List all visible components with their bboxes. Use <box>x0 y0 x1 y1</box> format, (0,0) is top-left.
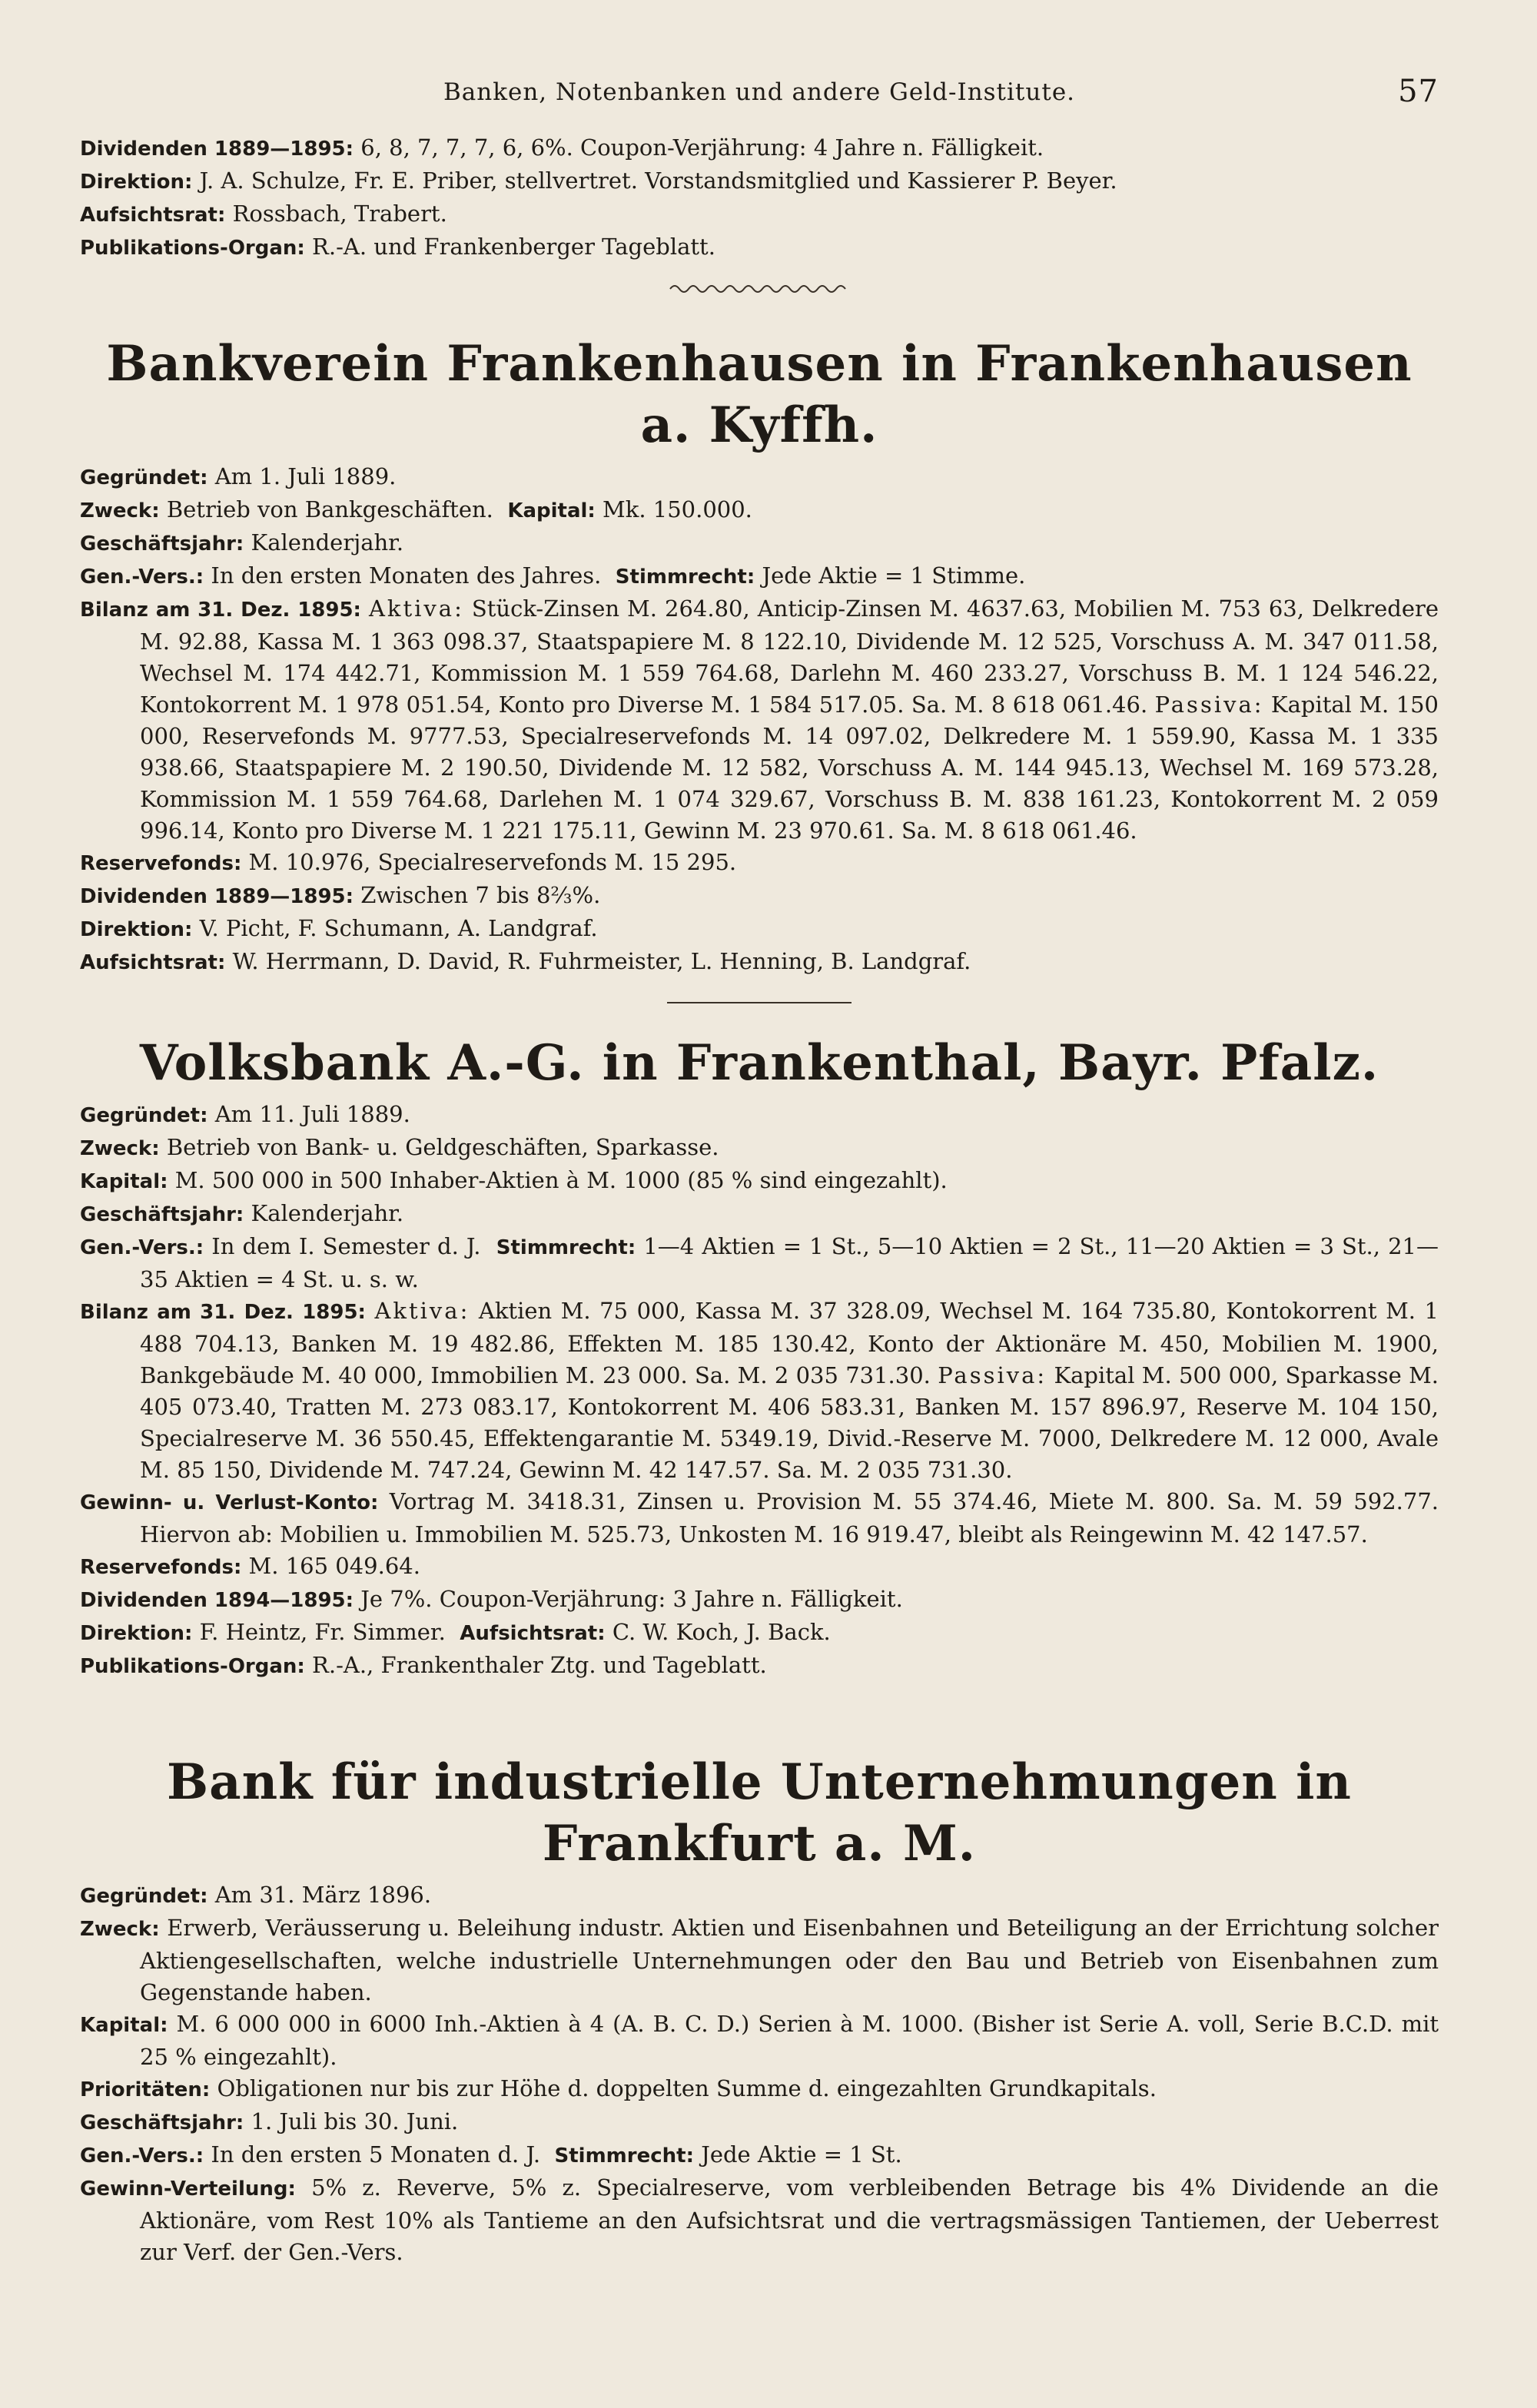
dividends-line: Dividenden 1889—1895: Zwischen 7 bis 8⅔%. <box>80 882 601 908</box>
wavy-ornament-icon <box>667 280 851 298</box>
fiscal-year-line: Geschäftsjahr: 1. Juli bis 30. Juni. <box>80 2108 459 2134</box>
founded-line: Gegründet: Am 11. Juli 1889. <box>80 1101 410 1127</box>
capital-line: Kapital: M. 6 000 000 in 6000 Inh.-Aktien à 4 (A. B. C. D.) Serien à M. 1000. (Bisher ist Serie A. voll, Serie B.C.D. mit 25 % eingezahlt). <box>80 2011 1439 2070</box>
fiscal-year-line: Geschäftsjahr: Kalenderjahr. <box>80 1200 404 1226</box>
running-title: Banken, Notenbanken und andere Geld-Institute. <box>443 78 1076 106</box>
bank-title: Bank für industrielle Unternehmungen in Frankfurt a. M. <box>167 1753 1352 1872</box>
dividends-line: Dividenden 1889—1895: 6, 8, 7, 7, 7, 6, 6%. Coupon-Verjährung: 4 Jahre n. Fälligkeit. <box>80 134 1044 161</box>
founded-line: Gegründet: Am 1. Juli 1889. <box>80 463 397 489</box>
previous-entry-tail <box>80 132 1439 264</box>
entry-volksbank-frankenthal <box>80 1033 1439 1683</box>
purpose-line: Zweck: Betrieb von Bank- u. Geldgeschäften, Sparkasse. <box>80 1134 719 1160</box>
purpose-line: Zweck: Erwerb, Veräusserung u. Beleihung industr. Aktien und Eisenbahnen und Beteiligung an der Errichtung solcher Aktiengesellschaften, welche industrielle Unternehmungen oder den Bau und Betrieb von Eisenbahnen zum Gegenstande haben. <box>80 1915 1439 2005</box>
entry-bankverein-frankenhausen <box>80 333 1439 979</box>
reserve-fund-line: Reservefonds: M. 165 049.64. <box>80 1553 420 1579</box>
general-meeting-line: Gen.-Vers.: In dem I. Semester d. J. Stimmrecht: 1—4 Aktien = 1 St., 5—10 Aktien = 2 St., 11—20 Aktien = 3 St., 21—35 Aktien = 4 St. u. s. w. <box>80 1233 1439 1292</box>
section-divider <box>667 1002 851 1003</box>
priorities-line: Prioritäten: Obligationen nur bis zur Höhe d. doppelten Summe d. eingezahlten Grundkapitals. <box>80 2075 1157 2101</box>
founded-line: Gegründet: Am 31. März 1896. <box>80 1882 432 1908</box>
balance-sheet: Bilanz am 31. Dez. 1895: Aktiva: Aktien M. 75 000, Kassa M. 37 328.09, Wechsel M. 164 735.80, Kontokorrent M. 1 488 704.13, Banken M. 19 482.86, Effekten M. 185 130.42, Konto der Aktionäre M. 450, Mobilien M. 1900, Bankgebäude M. 40 000, Immobilien M. 23 000. Sa. M. 2 035 731.30. Passiva: Kapital M. 500 000, Sparkasse M. 405 073.40, Tratten M. 273 083.17, Kontokorrent M. 406 583.31, Banken M. 157 896.97, Reserve M. 104 150, Specialreserve M. 36 550.45, Effektengarantie M. 5349.19, Divid.-Reserve M. 7000, Delkredere M. 12 000, Avale M. 85 150, Dividende M. 747.24, Gewinn M. 42 147.57. Sa. M. 2 035 731.30. <box>80 1298 1439 1483</box>
purpose-capital-line: Zweck: Betrieb von Bankgeschäften. Kapital: Mk. 150.000. <box>80 496 752 522</box>
supervisory-board-line: Aufsichtsrat: W. Herrmann, D. David, R. Fuhrmeister, L. Henning, B. Landgraf. <box>80 948 971 974</box>
entry-bank-industrielle-unternehmungen <box>80 1752 1439 2268</box>
bank-title: Volksbank A.-G. in Frankenthal, Bayr. Pfalz. <box>139 1034 1379 1092</box>
balance-sheet: Bilanz am 31. Dez. 1895: Aktiva: Stück-Zinsen M. 264.80, Anticip-Zinsen M. 4637.63, Mobilien M. 753 63, Delkredere M. 92.88, Kassa M. 1 363 098.37, Staatspapiere M. 8 122.10, Dividende M. 12 525, Vorschuss A. M. 347 011.58, Wechsel M. 174 442.71, Kommission M. 1 559 764.68, Darlehn M. 460 233.27, Vorschuss B. M. 1 124 546.22, Kontokorrent M. 1 978 051.54, Konto pro Diverse M. 1 584 517.05. Sa. M. 8 618 061.46. Passiva: Kapital M. 150 000, Reservefonds M. 9777.53, Specialreservefonds M. 14 097.02, Delkredere M. 1 559.90, Kassa M. 1 335 938.66, Staatspapiere M. 2 190.50, Dividende M. 12 582, Vorschuss A. M. 144 945.13, Wechsel M. 169 573.28, Kommission M. 1 559 764.68, Darlehen M. 1 074 329.67, Vorschuss B. M. 838 161.23, Kontokorrent M. 2 059 996.14, Konto pro Diverse M. 1 221 175.11, Gewinn M. 23 970.61. Sa. M. 8 618 061.46. <box>80 595 1439 844</box>
page-number: 57 <box>1398 74 1439 109</box>
fiscal-year-line: Geschäftsjahr: Kalenderjahr. <box>80 529 404 556</box>
direction-line: Direktion: J. A. Schulze, Fr. E. Priber, stellvertret. Vorstandsmitglied und Kassierer P. Beyer. <box>80 167 1117 194</box>
publication-organ-line: Publikations-Organ: R.-A. und Frankenberger Tageblatt. <box>80 234 715 260</box>
dividends-line: Dividenden 1894—1895: Je 7%. Coupon-Verjährung: 3 Jahre n. Fälligkeit. <box>80 1586 903 1612</box>
general-meeting-line: Gen.-Vers.: In den ersten Monaten des Jahres. Stimmrecht: Jede Aktie = 1 Stimme. <box>80 562 1026 589</box>
direction-board-line: Direktion: F. Heintz, Fr. Simmer. Aufsichtsrat: C. W. Koch, J. Back. <box>80 1619 831 1645</box>
profit-distribution-line: Gewinn-Verteilung: 5% z. Reverve, 5% z. Specialreserve, vom verbleibenden Betrage bis 4% Dividende an die Aktionäre, vom Rest 10% als Tantieme an den Aufsichtsrat und die vertragsmässigen Tantiemen, der Ueberrest zur Verf. der Gen.-Vers. <box>80 2174 1439 2265</box>
capital-line: Kapital: M. 500 000 in 500 Inhaber-Aktien à M. 1000 (85 % sind eingezahlt). <box>80 1167 948 1193</box>
profit-loss-account: Gewinn- u. Verlust-Konto: Vortrag M. 3418.31, Zinsen u. Provision M. 55 374.46, Miete M. 800. Sa. M. 59 592.77. Hiervon ab: Mobilien u. Immobilien M. 525.73, Unkosten M. 16 919.47, bleibt als Reingewinn M. 42 147.57. <box>80 1488 1439 1547</box>
direction-line: Direktion: V. Picht, F. Schumann, A. Landgraf. <box>80 915 598 941</box>
bank-title: Bankverein Frankenhausen in Frankenhausen a. Kyffh. <box>106 335 1413 454</box>
ornament-divider <box>80 280 1439 303</box>
publication-organ-line: Publikations-Organ: R.-A., Frankenthaler Ztg. und Tageblatt. <box>80 1652 767 1678</box>
reserve-fund-line: Reservefonds: M. 10.976, Specialreservefonds M. 15 295. <box>80 849 737 875</box>
supervisory-board-line: Aufsichtsrat: Rossbach, Trabert. <box>80 201 447 227</box>
running-header <box>80 68 1439 114</box>
general-meeting-line: Gen.-Vers.: In den ersten 5 Monaten d. J. Stimmrecht: Jede Aktie = 1 St. <box>80 2141 902 2168</box>
